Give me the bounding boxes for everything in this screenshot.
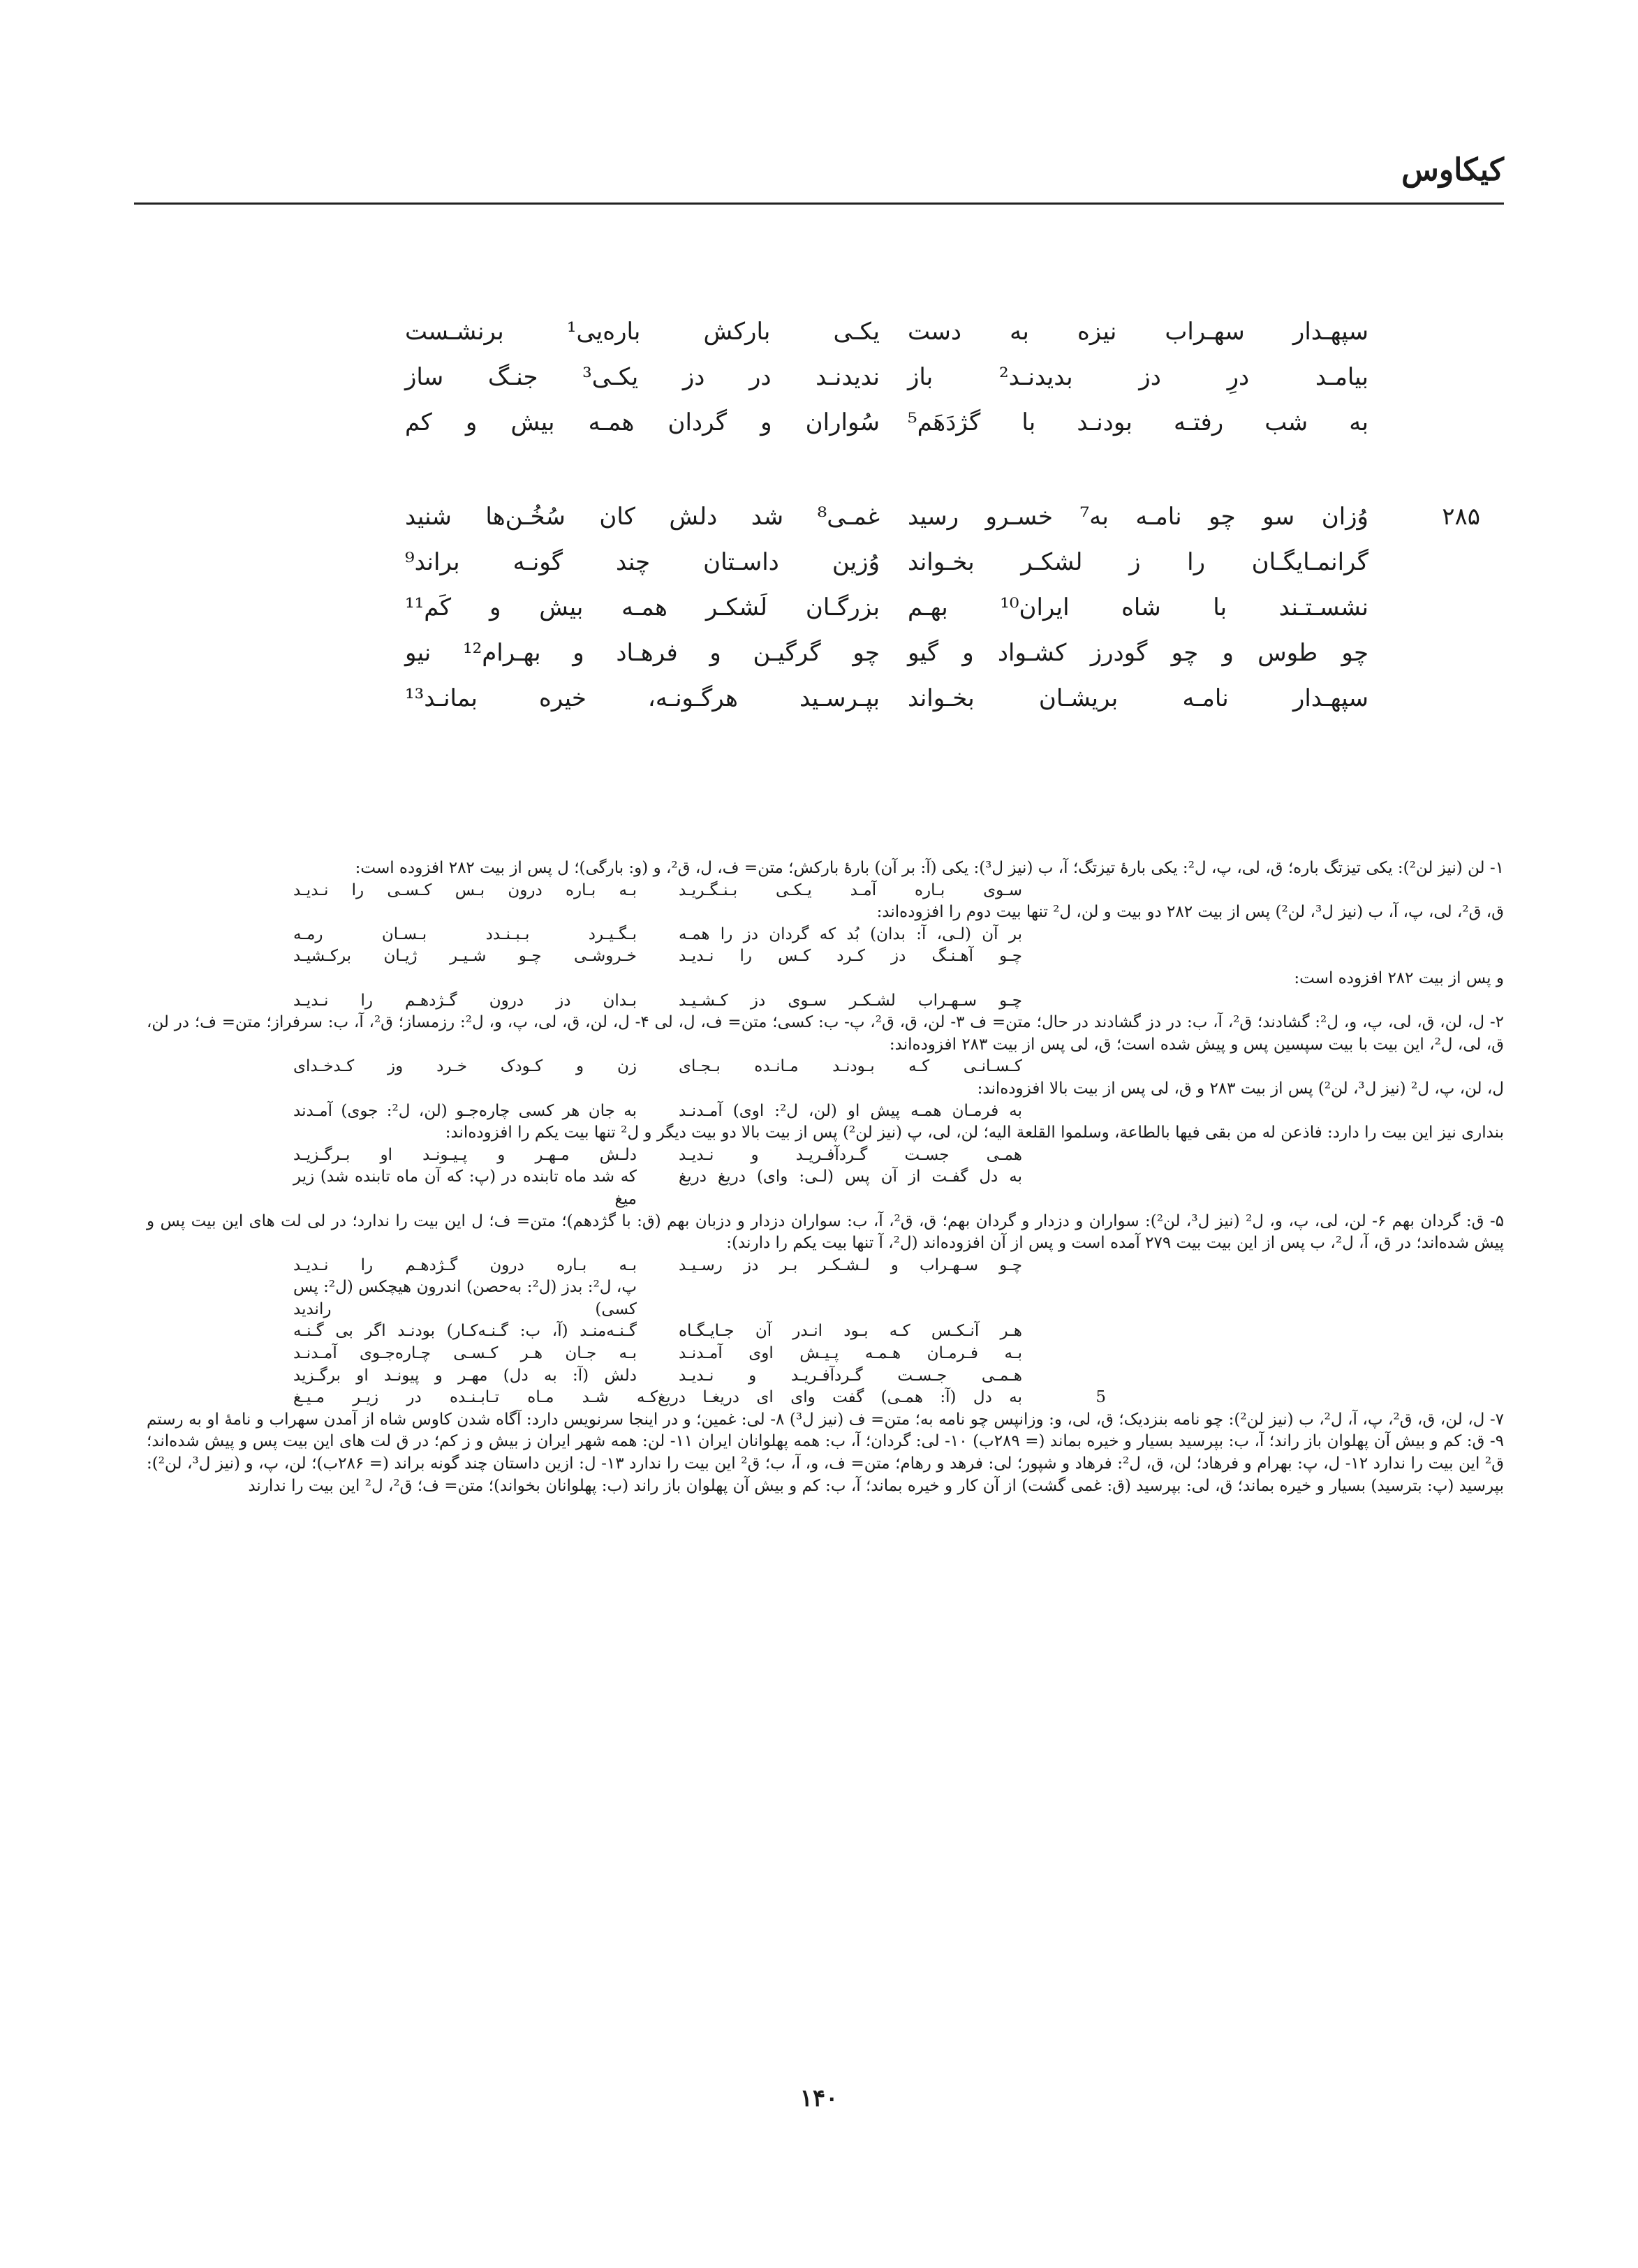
variant-verse <box>293 1387 1106 1409</box>
verse-line <box>265 594 1480 639</box>
hemistich-left: وُزین داسـتان چند گونـه براند⁹ <box>405 548 880 576</box>
variant-hemistich: کـسـانـی کـه بـودنـد مـانـده بـجـای <box>679 1057 1022 1076</box>
footnote: و پس از بیت ۲۸۲ افزوده است: <box>1294 969 1504 987</box>
variant-hemistich: که شد ماه تابنده در (پ: که آن ماه تابنده شد) زیر میغ <box>293 1168 637 1208</box>
footnote: ۵- ق: گردان بهم ۶- لن، لی، پ، و، ل² (نیز ل³، لن²): سواران و دزدار و گردان بهم؛ ق، ق²، آ، ب: سواران دزدار و دزبان بهم (ق: با گژدهم)؛ متن= ف؛ ل این بیت را ندارد؛ در لی لت های این بیت پس و پیش شده‌اند؛ در ق، آ، ل²، ب پس از این بیت بیت ۲۷۹ آمده است و پس از آن افزوده‌اند (ل²، آ تنها بیت یکم را دارند): <box>147 1212 1505 1253</box>
variant-hemistich: بـه بـاره درون بـس کـسـی را نـدیـد <box>293 881 637 899</box>
variant-verse <box>293 924 1022 946</box>
variant-verse <box>293 1056 1022 1078</box>
variant-hemistich: چـو سـهـراب و لـشـکـر بـر دز رسـیـد <box>679 1256 1022 1274</box>
variant-verse <box>293 1276 1022 1320</box>
verse-line <box>265 363 1480 408</box>
verse-number: ۲۸۵ <box>1442 503 1480 531</box>
variant-verse <box>293 1144 1022 1167</box>
hemistich-right: سپهـدار سهـراب نیزه به دست <box>908 318 1368 346</box>
variant-hemistich: سـوی بـاره آمـد یـکـی بـنـگـریـد <box>679 881 1022 899</box>
hemistich-right: وُزان سو چو نامـه به⁷ خسـرو رسید <box>908 503 1368 531</box>
variant-verse <box>293 1166 1022 1210</box>
hemistich-right: به شب رفتـه بودنـد با گژدَهَم⁵ <box>908 408 1368 436</box>
variant-hemistich: بـه جـان هـر کـسـی چـاره‌جـوی آمـدنـد <box>293 1344 637 1363</box>
hemistich-left: بزرگـان لَشکـر همـه بیش و کَم¹¹ <box>405 594 880 621</box>
variant-hemistich: بـدان دز درون گـژدهـم را نـدیـد <box>293 991 637 1010</box>
variant-hemistich: زن و کـودک خـرد وز کـدخـدای <box>293 1057 637 1076</box>
verse-line <box>265 548 1480 594</box>
variant-hemistich: به دل گفـت از آن پس (لـی: وای) دریغ دریغ <box>679 1168 1022 1186</box>
hemistich-right: نشسـتـند با شاه ایران¹⁰ بهـم <box>908 594 1369 621</box>
variant-hemistich: به جان هر کسی چاره‌جـو (لن، ل²: جوی) آمـدند <box>293 1101 637 1120</box>
hemistich-right: بیامـد درِ دز بدیدنـد² باز <box>908 363 1368 391</box>
hemistich-left: یکـی بارکش باره‌یی¹ برنشـست <box>405 318 880 346</box>
hemistich-left: چو گرگیـن و فرهـاد و بهـرام¹² نیو <box>405 639 880 667</box>
variant-verse <box>293 1343 1022 1365</box>
hemistich-right: چو طوس و چو گودرز کشـواد و گیو <box>908 639 1368 667</box>
footnote: بنداری نیز این بیت را دارد: فاذعن له من بقی فیها بالطاعة، وسلموا القلعة الیه؛ لن، لی، پ (نیز لن²) پس از بیت بالا دو بیت دیگر و ل² تنها بیت یکم را افزوده‌اند: <box>445 1124 1504 1142</box>
variant-hemistich: دلـش مـهـر و پـیـونـد او بـرگـزیـد <box>293 1145 637 1164</box>
page-number: ۱۴۰ <box>799 2084 839 2112</box>
footnote: ۱- لن (نیز لن²): یکی تیزتگ باره؛ ق، لی، پ، ل²: یکی بارهٔ تیزتگ؛ آ، ب (نیز ل³): یکی (آ: بر آن) بارهٔ بارکش؛ متن= ف، ل، ق²، و (و: بارگی)؛ ل پس از بیت ۲۸۲ افزوده است: <box>355 859 1504 877</box>
hemistich-left: غمـی⁸ شد دلش کان سُخُـن‌ها شنید <box>405 503 880 531</box>
header-rule <box>134 202 1504 205</box>
variant-verse <box>293 1255 1022 1277</box>
variant-hemistich: بـه بـاره درون گـژدهـم را نـدیـد <box>293 1256 637 1274</box>
verse-line <box>265 684 1480 730</box>
variant-hemistich: گـنـه‌منـد (آ، ب: گـنـه‌کـار) بودنـد اگر بی گـنـه <box>293 1322 637 1341</box>
variant-hemistich: بر آن (لـی، آ: بدان) بُد که گردان دز را همـه <box>679 925 1022 943</box>
variant-verse <box>293 990 1022 1012</box>
variant-verse <box>293 945 1022 968</box>
verse-line <box>265 639 1480 684</box>
verse-line <box>265 408 1480 454</box>
critical-apparatus <box>147 857 1504 1497</box>
variant-verse <box>293 1320 1022 1343</box>
variant-hemistich <box>679 1276 1022 1320</box>
poem-body <box>265 318 1480 730</box>
variant-hemistich: خـروشـی چـو شـیـر ژیـان برکـشیـد <box>293 947 637 966</box>
footnote: ۲- ل، لن، ق، لی، پ، و، ل²: گشادند؛ ق²، آ، ب: در دز گشادند در حال؛ متن= ف ۳- لن، ق، ق²، پ- ب: کسی؛ متن= ف، ل، لی ۴- ل، لن، ق، لی، پ، و، ل²: رزمساز؛ ق²، آ، ب: سرفراز؛ متن= ف؛ در لن، ق، لی، ل²، این بیت با بیت سپسین پس و پیش شده است؛ ق، لی پس از بیت ۲۸۳ افزوده‌اند: <box>147 1013 1504 1054</box>
hemistich-left: بپـرسـید هرگـونـه، خیره بمانـد¹³ <box>405 684 880 712</box>
running-head: کیکاوس <box>1401 152 1504 188</box>
variant-hemistich: چـو آهـنـگ دز کـرد کـس را نـدیـد <box>679 947 1022 966</box>
variant-hemistich: چـو سـهـراب لشـکـر سـوی دز کـشـیـد <box>679 991 1022 1010</box>
stanza-gap <box>265 454 1480 503</box>
footnote: ل، لن، پ، ل² (نیز ل³، لن²) پس از بیت ۲۸۳ و ق، لی پس از بیت بالا افزوده‌اند: <box>977 1079 1504 1098</box>
variant-verse <box>293 1100 1022 1123</box>
hemistich-right: گرانمـایگـان را ز لشکـر بخـواند <box>908 548 1368 576</box>
hemistich-left: سُواران و گردان همـه بیش و کم <box>405 408 880 436</box>
variant-hemistich: بـه فـرمـان هـمـه پـیـش اوی آمـدنـد <box>679 1344 1022 1363</box>
footnote: ۷- ل، لن، ق، ق²، پ، آ، ل²، ب (نیز لن²): چو نامه بنزدیک؛ ق، لی، و: وزانپس چو نامه به؛ متن= ف (نیز ل³) ۸- لی: غمین؛ و در اینجا سرنویس دارد: آگاه شدن کاوس شاه از آمدن سهراب و نامهٔ او به رستم ۹- ق: کم و بیش آن پهلوان باز راند؛ آ، ب: بپرسید بسیار و خیره بماند (= ۲۸۹ب) ۱۰- لی: گردان؛ آ، ب: همه پهلوانان ایران ۱۱- لن: همه شهر ایران ز بیش و ز کم؛ در ق لت های این بیت پس و پیش شده‌اند؛ ق² این بیت را ندارد ۱۲- ل، پ: بهرام و فرهاد؛ لن، ق، ل²: فرهاد و شپور؛ لی: فرهد و رهام؛ متن= ف، و، آ، ب؛ ق² این بیت را ندارد ۱۳- ل: ازین داستان چند گونه براند (= ۲۸۶ب)؛ لن، پ، و (نیز ل³، لن²): بپرسید (پ: بترسید) بسیار و خیره بماند؛ ق، لی: بپرسید (ق: غمی گشت) از آن کار و خیره بماند؛ آ، ب: کم و بیش آن پهلوان باز راند (ب: پهلوانان بخواند)؛ متن= ف؛ ق²، ل² این بیت را ندارند <box>147 1410 1504 1495</box>
variant-hemistich: هـر آنـکـس کـه بـود انـدر آن جـایـگـاه <box>679 1322 1022 1341</box>
variant-hemistich: هـمـی جـسـت گـردآفـریـد و نـدیـد <box>679 1366 1022 1385</box>
variant-hemistich: دلش (آ: به دل) مهـر و پیونـد او برگـزید <box>293 1366 637 1385</box>
hemistich-left: ندیدنـد در دز یکـی³ جنـگ ساز <box>405 363 880 391</box>
variant-verse <box>293 1365 1022 1387</box>
verse-line <box>265 503 1480 548</box>
variant-hemistich: پ، ل²: بدز (ل²: به‌حصن) اندرون هیچکس (ل²: پس کسی) راندید <box>293 1278 637 1318</box>
variant-hemistich: کـه شـد مـاه تـابـنـده در زیـر مـیـغ <box>293 1388 658 1407</box>
variant-verse <box>293 880 1022 902</box>
variant-hemistich: به فرمـان همـه پیش او (لن، ل²: اوی) آمـدنـد <box>679 1101 1022 1120</box>
footnote: ق، ق²، لی، پ، آ، ب (نیز ل³، لن²) پس از بیت ۲۸۲ دو بیت و لن، ل² تنها بیت دوم را افزوده‌اند: <box>876 903 1504 922</box>
variant-verse-number: 5 <box>1095 1388 1106 1407</box>
variant-hemistich: به دل (آ: همـی) گفت وای ای دریغـا دریغ <box>658 1388 1022 1407</box>
variant-hemistich: همـی جسـت گـردآفـریـد و نـدیـد <box>679 1145 1022 1164</box>
hemistich-right: سپهـدار نامـه بریشـان بخـواند <box>908 684 1368 712</box>
verse-line <box>265 318 1480 363</box>
variant-hemistich: بـگـیـرد بـبـنـدد بـسـان رمـه <box>293 925 637 943</box>
